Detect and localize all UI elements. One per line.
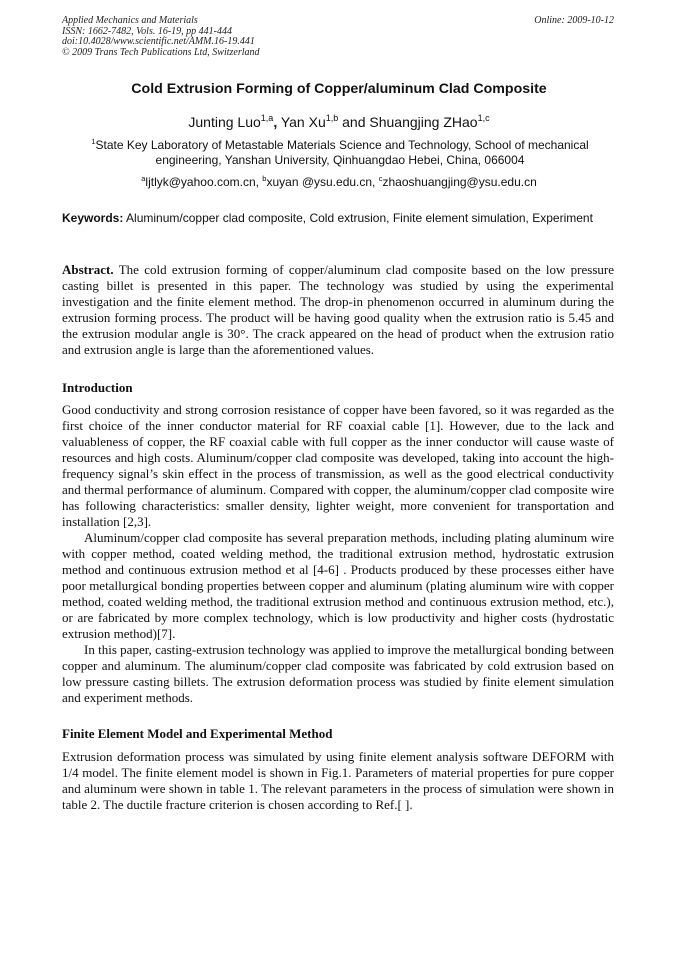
keywords-label: Keywords: (62, 211, 124, 225)
paragraph: Aluminum/copper clad composite has several preparation methods, including plating aluminum wire with copper method, coated welding method, the traditional extrusion method, hydrostatic extrusion method and continuous extrusion method et al [4-6] . Products produced by these processes either have poor metallurgical bonding properties between copper and aluminum (plating aluminum wire with copper method, coated welding method, the traditional extrusion method and continuous extrusion method, etc.), or are fabricated by more complex technology, which is low productivity and higher costs (hydrostatic extrusion method)[7]. (62, 530, 614, 641)
paragraph: In this paper, casting-extrusion technology was applied to improve the metallurgical bonding between copper and aluminum. The aluminum/copper clad composite was fabricated by cold extrusion based on low pressure casting billets. The extrusion deformation process was studied by finite element simulation and experiment methods. (62, 642, 614, 705)
keywords-text: Aluminum/copper clad composite, Cold extrusion, Finite element simulation, Experiment (123, 211, 593, 225)
email-link[interactable]: ljtlyk@yahoo.com.cn, (145, 175, 263, 189)
abstract-label: Abstract. (62, 262, 114, 277)
paper-title: Cold Extrusion Forming of Copper/aluminum Clad Composite (131, 81, 547, 97)
author-name: Shuangjing ZHao (369, 114, 478, 130)
author-list (0, 114, 678, 130)
paragraph: Extrusion deformation process was simulated by using finite element analysis software DEFORM with 1/4 model. The finite element model is shown in Fig.1. Parameters of material properties for pure copper and aluminum were shown in table 1. The relevant parameters in the process of simulation were shown in table 2. The ductile fracture criterion is chosen according to Ref.[ ]. (62, 749, 614, 812)
email-mark: c (378, 174, 383, 183)
fem-body (62, 749, 614, 813)
copyright-line: © 2009 Trans Tech Publications Ltd, Switzerland (62, 46, 260, 58)
affiliation-mark: 1 (91, 137, 96, 146)
affiliation-text: State Key Laboratory of Metastable Materials Science and Technology, School of mechanical engineering, Yanshan University, Qinhuangdao Hebei, China, 066004 (95, 138, 589, 167)
section-heading-fem: Finite Element Model and Experimental Method (62, 726, 333, 741)
abstract-text: The cold extrusion forming of copper/aluminum clad composite based on the low pressure casting billet is presented in this paper. The technology was studied by using the experimental investigation and the finite element method. The drop-in phenomenon occurred in aluminum during the extrusion forming process. The product will be having good quality when the extrusion ratio is 5.45 and the extrusion modular angle is 30°. The crack appeared on the head of product when the extrusion ratio and extrusion angle is large than the aforementioned values. (62, 262, 614, 357)
keywords (62, 210, 614, 226)
section-heading-introduction: Introduction (62, 380, 133, 395)
issn-line: ISSN: 1662-7482, Vols. 16-19, pp 441-444 (62, 25, 232, 37)
abstract (62, 262, 614, 358)
email-link[interactable]: xuyan @ysu.edu.cn, (266, 175, 379, 189)
journal-name: Applied Mechanics and Materials (62, 15, 198, 26)
author-affiliation-mark: 1,b (325, 113, 339, 123)
journal-header (62, 16, 482, 58)
author-name: Junting Luo (188, 114, 261, 130)
email-list (0, 175, 678, 189)
author-affiliation-mark: 1,a (260, 113, 274, 123)
paragraph: Good conductivity and strong corrosion resistance of copper have been favored, so it was regarded as the first choice of the inner conductor material for RF coaxial cable [1]. However, due to the lack and valuableness of copper, the RF coaxial cable with full copper as the inner conductor will cause waste of resources and high costs. Aluminum/copper clad composite was developed, taking into account the high-frequency signal’s skin effect in the process of transmission, as well as the good electrical conductivity and thermal performance of aluminum. Compared with copper, the aluminum/copper clad composite wire has following characteristics: smaller density, lighter weight, more convenient for transportation and installation [2,3]. (62, 402, 614, 529)
email-mark: b (262, 174, 267, 183)
author-separator: , (273, 114, 278, 130)
introduction-body (62, 402, 614, 706)
affiliation (70, 138, 610, 168)
email-link[interactable]: zhaoshuangjing@ysu.edu.cn (382, 175, 537, 189)
author-and: and (338, 114, 370, 130)
online-date: Online: 2009-10-12 (534, 15, 614, 26)
email-mark: a (141, 174, 146, 183)
doi-link[interactable]: doi:10.4028/www.scientific.net/AMM.16-19.441 (62, 36, 255, 47)
author-affiliation-mark: 1,c (477, 113, 490, 123)
author-name: Yan Xu (280, 114, 326, 130)
